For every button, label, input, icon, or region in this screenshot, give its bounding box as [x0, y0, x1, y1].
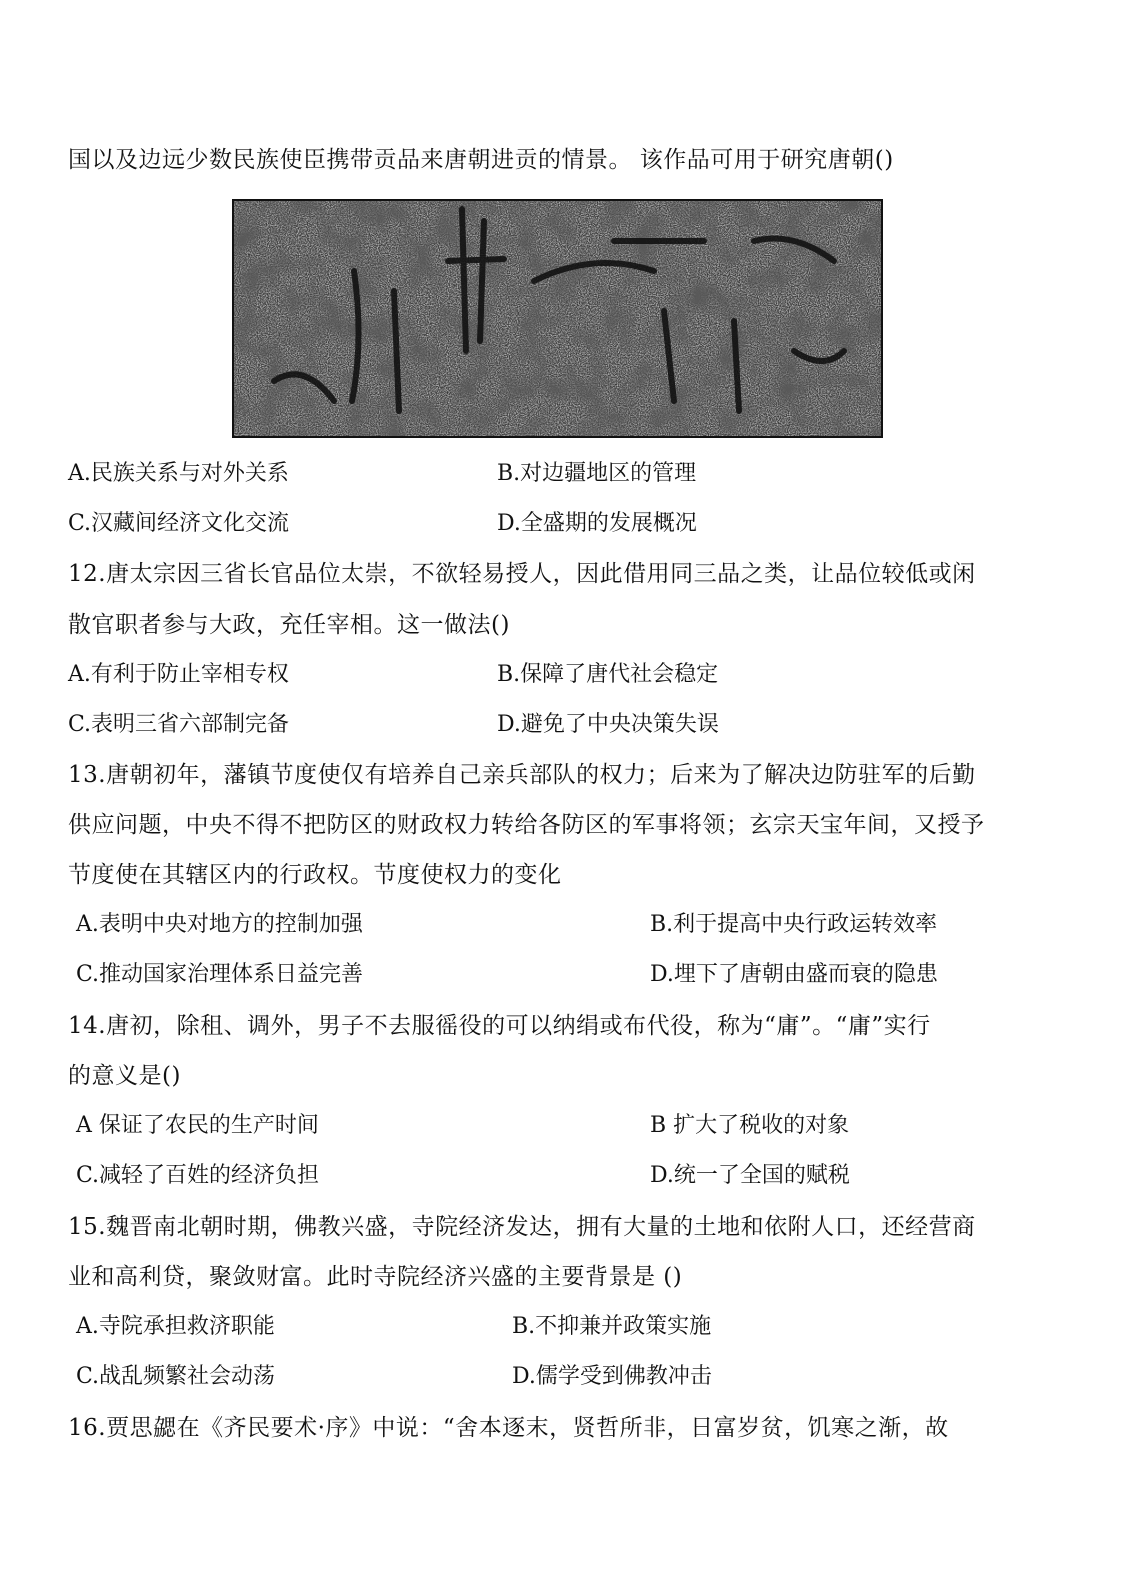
question-13-stem-line-3: 节度使在其辖区内的行政权。节度使权力的变化: [68, 862, 562, 888]
question-13-stem-line-2: 供应问题，中央不得不把防区的财政权力转给各防区的军事将领；玄宗天宝年间，又授予: [68, 812, 985, 838]
question-13-stem-line-1: 13.唐朝初年，藩镇节度使仅有培养自己亲兵部队的权力；后来为了解决边防驻军的后勤: [68, 762, 976, 788]
question-15-stem-line-1: 15.魏晋南北朝时期，佛教兴盛，寺院经济发达，拥有大量的土地和依附人口，还经营商: [68, 1214, 976, 1240]
q12-option-a: A.有利于防止宰相专权: [68, 662, 289, 687]
q15-option-c: C.战乱频繁社会动荡: [76, 1364, 276, 1389]
question-12-stem-line-2: 散官职者参与大政，充任宰相。这一做法(): [68, 612, 510, 638]
q12-option-c: C.表明三省六部制完备: [68, 712, 290, 737]
q15-option-a: A.寺院承担救济职能: [76, 1314, 275, 1339]
q14-option-c: C.减轻了百姓的经济负担: [76, 1163, 320, 1188]
q13-option-c: C.推动国家治理体系日益完善: [76, 962, 364, 987]
q13-option-d: D.埋下了唐朝由盛而衰的隐患: [650, 962, 938, 987]
q15-option-b: B.不抑兼并政策实施: [512, 1314, 712, 1339]
q11-option-b: B.对边疆地区的管理: [497, 461, 697, 486]
q13-option-a: A.表明中央对地方的控制加强: [76, 912, 363, 937]
question-15-stem-line-2: 业和高利贷，聚敛财富。此时寺院经济兴盛的主要背景是 (): [68, 1264, 683, 1290]
q13-option-b: B.利于提高中央行政运转效率: [650, 912, 938, 937]
q14-option-a: A 保证了农民的生产时间: [76, 1113, 319, 1138]
q14-option-d: D.统一了全国的赋税: [650, 1163, 850, 1188]
question-12-stem-line-1: 12.唐太宗因三省长官品位太崇，不欲轻易授人，因此借用同三品之类，让品位较低或闲: [68, 561, 976, 587]
tribute-mural-image: [232, 199, 883, 438]
q14-option-b: B 扩大了税收的对象: [650, 1113, 850, 1138]
question-14-stem-line-1: 14.唐初，除租、调外，男子不去服徭役的可以纳绢或布代役，称为“庸”。“庸”实行: [68, 1013, 931, 1039]
q11-option-c: C.汉藏间经济文化交流: [68, 511, 290, 536]
q15-option-d: D.儒学受到佛教冲击: [512, 1364, 712, 1389]
q12-option-b: B.保障了唐代社会稳定: [497, 662, 719, 687]
question-11-stem: 国以及边远少数民族使臣携带贡品来唐朝进贡的情景。 该作品可用于研究唐朝(): [68, 147, 894, 173]
q11-option-d: D.全盛期的发展概况: [497, 511, 697, 536]
q12-option-d: D.避免了中央决策失误: [497, 712, 719, 737]
question-16-stem-line-1: 16.贾思勰在《齐民要术·序》中说：“舍本逐末，贤哲所非，日富岁贫，饥寒之渐，故: [68, 1415, 949, 1441]
question-14-stem-line-2: 的意义是(): [68, 1063, 181, 1089]
q11-option-a: A.民族关系与对外关系: [68, 461, 289, 486]
